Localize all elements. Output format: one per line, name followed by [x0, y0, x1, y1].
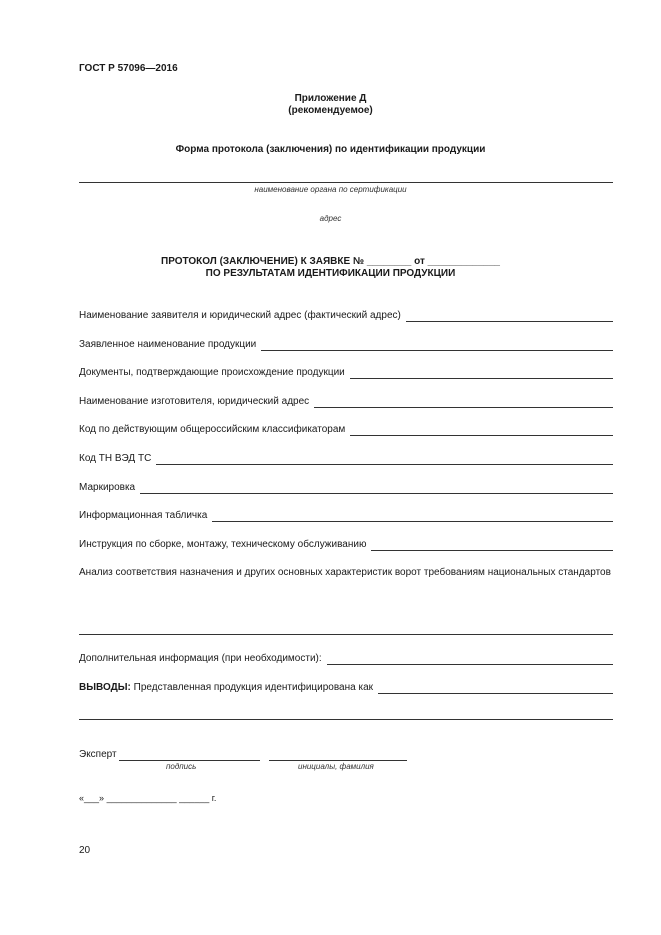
field-blank: [406, 311, 613, 322]
initials-caption: инициалы, фамилия: [298, 762, 374, 771]
protocol-date-blank: _____________: [427, 256, 500, 267]
field-marking: [79, 482, 613, 494]
initials-line: [269, 760, 407, 761]
date-line: [79, 793, 216, 804]
date-close-quote: »: [99, 793, 105, 803]
protocol-from: от: [414, 256, 425, 267]
conclusions-label-group: [79, 682, 378, 694]
field-instructions: [79, 539, 613, 551]
field-product-name: [79, 339, 613, 351]
field-classifier-code: [79, 424, 613, 436]
appendix-status: (рекомендуемое): [288, 105, 373, 116]
field-blank: [140, 483, 613, 494]
field-label: Наименование заявителя и юридический адрес (фактический адрес): [79, 310, 401, 321]
field-blank: [378, 683, 613, 694]
org-name-caption: наименование органа по сертификации: [254, 185, 407, 194]
field-blank: [261, 340, 613, 351]
signature-caption: подпись: [166, 762, 197, 771]
field-label: Код ТН ВЭД ТС: [79, 453, 152, 464]
field-blank: [314, 397, 613, 408]
field-blank: [350, 425, 613, 436]
field-manufacturer: [79, 396, 613, 408]
protocol-prefix: ПРОТОКОЛ (ЗАКЛЮЧЕНИЕ) К ЗАЯВКЕ №: [161, 256, 365, 267]
date-month-blank: ______________: [106, 793, 177, 803]
date-day-blank: ___: [84, 793, 100, 803]
form-title: Форма протокола (заключения) по идентификации продукции: [175, 144, 486, 155]
protocol-number-blank: ________: [366, 256, 412, 267]
signature-line: [119, 760, 260, 761]
date-year-suffix: г.: [211, 793, 217, 803]
field-label: Информационная табличка: [79, 510, 208, 521]
appendix-title: Приложение Д: [294, 93, 367, 104]
field-label: Дополнительная информация (при необходимости):: [79, 653, 322, 664]
field-tn-ved-code: [79, 453, 613, 465]
page-number: 20: [79, 845, 91, 856]
analysis-line: [79, 634, 613, 635]
field-info-plate: [79, 510, 613, 522]
protocol-heading-line1: [0, 256, 661, 268]
field-applicant: [79, 310, 613, 322]
protocol-heading-line2: ПО РЕЗУЛЬТАТАМ ИДЕНТИФИКАЦИИ ПРОДУКЦИИ: [205, 268, 456, 279]
field-label: Код по действующим общероссийским классификаторам: [79, 424, 346, 435]
field-label: Инструкция по сборке, монтажу, техническому обслуживанию: [79, 539, 367, 550]
conclusions-text: Представленная продукция идентифицирована как: [133, 682, 374, 693]
field-label: Наименование изготовителя, юридический адрес: [79, 396, 310, 407]
field-label: Маркировка: [79, 482, 136, 493]
standard-code: ГОСТ Р 57096—2016: [79, 63, 178, 74]
field-blank: [156, 454, 613, 465]
conclusions-heading: ВЫВОДЫ:: [79, 682, 131, 693]
field-blank: [371, 540, 613, 551]
field-blank: [212, 511, 613, 522]
date-year-blank: ______: [179, 793, 210, 803]
field-additional-info: [79, 653, 613, 665]
field-conclusions: [79, 682, 613, 694]
conclusions-line: [79, 719, 613, 720]
field-label: Документы, подтверждающие происхождение продукции: [79, 367, 345, 378]
expert-label: Эксперт: [79, 749, 117, 760]
org-name-line: [79, 182, 613, 183]
analysis-label: Анализ соответствия назначения и других основных характеристик ворот требованиям национальных стандартов: [79, 567, 611, 578]
field-label: Заявленное наименование продукции: [79, 339, 257, 350]
address-caption: адрес: [319, 214, 342, 223]
field-blank: [350, 368, 613, 379]
field-origin-documents: [79, 367, 613, 379]
field-blank: [327, 654, 613, 665]
date-open-quote: «: [79, 793, 85, 803]
